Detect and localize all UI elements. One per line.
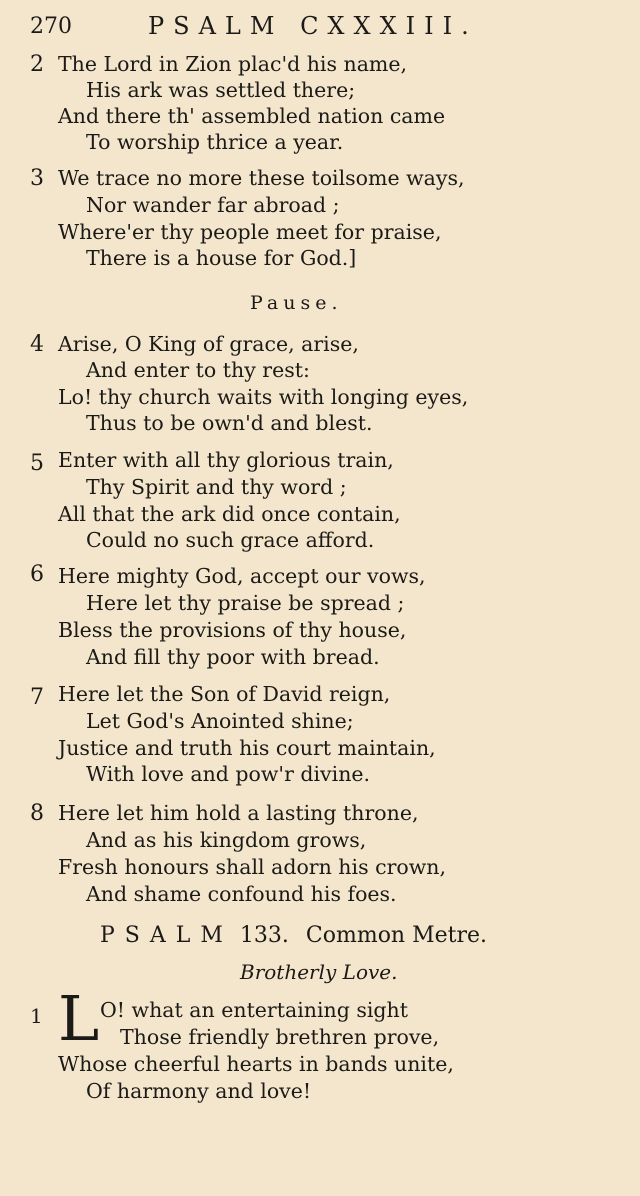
verse-line: We trace no more these toilsome ways, [58,166,465,190]
running-head: PSALM CXXXIII. [148,12,478,40]
psalm-meter: Common Metre. [305,923,488,948]
verse-line: Here let the Son of David reign, [58,682,391,706]
psalm-133-heading [100,923,487,948]
drop-cap: L [58,982,100,1055]
verse-line: Arise, O King of grace, arise, [58,332,359,356]
stanza-number: 4 [30,332,44,357]
verse-line: Where'er thy people meet for praise, [58,220,442,244]
stanza-number: 6 [30,562,44,587]
verse-line: Here let thy praise be spread ; [86,591,405,615]
verse-line: All that the ark did once contain, [58,502,401,526]
verse-line: And fill thy poor with bread. [86,645,380,669]
verse-line: His ark was settled there; [86,78,356,102]
verse-line: Fresh honours shall adorn his crown, [58,855,446,879]
stanza-number: 1 [30,1004,43,1028]
verse-line: Bless the provisions of thy house, [58,618,407,642]
verse-line: Lo! thy church waits with longing eyes, [58,385,469,409]
verse-line: Enter with all thy glorious train, [58,448,394,472]
verse-line: Those friendly brethren prove, [120,1025,440,1049]
stanza-number: 3 [30,166,44,191]
verse-line: And there th' assembled nation came [58,104,446,128]
verse-line: Here mighty God, accept our vows, [58,564,426,588]
verse-line: Thus to be own'd and blest. [86,411,373,435]
page-header [30,14,500,50]
verse-line: And enter to thy rest: [86,358,310,382]
verse-line: Could no such grace afford. [86,528,375,552]
verse-line: And shame confound his foes. [86,882,397,906]
verse-line: Whose cheerful hearts in bands unite, [58,1052,454,1076]
verse-line: Here let him hold a lasting throne, [58,801,419,825]
page-number: 270 [30,14,72,39]
verse-line: And as his kingdom grows, [86,828,367,852]
stanza-number: 8 [30,801,44,826]
verse-line: Nor wander far abroad ; [86,193,340,217]
psalm-heading-number: 133. [239,923,289,948]
verse-line: To worship thrice a year. [86,130,344,154]
psalm-subtitle: Brotherly Love. [240,960,398,984]
verse-line: There is a house for God.] [86,246,357,270]
stanza-number: 5 [30,451,44,476]
pause-heading: Pause. [250,292,343,314]
verse-line: Let God's Anointed shine; [86,709,354,733]
verse-line: The Lord in Zion plac'd his name, [58,52,408,76]
verse-line: Thy Spirit and thy word ; [86,475,347,499]
verse-line: Of harmony and love! [86,1079,312,1103]
verse-line: Justice and truth his court maintain, [58,736,436,760]
stanza-number: 7 [30,685,44,710]
verse-line: O! what an entertaining sight [100,998,408,1022]
verse-line: With love and pow'r divine. [86,762,371,786]
stanza-number: 2 [30,52,44,77]
psalm-heading-word: PSALM [100,923,233,948]
